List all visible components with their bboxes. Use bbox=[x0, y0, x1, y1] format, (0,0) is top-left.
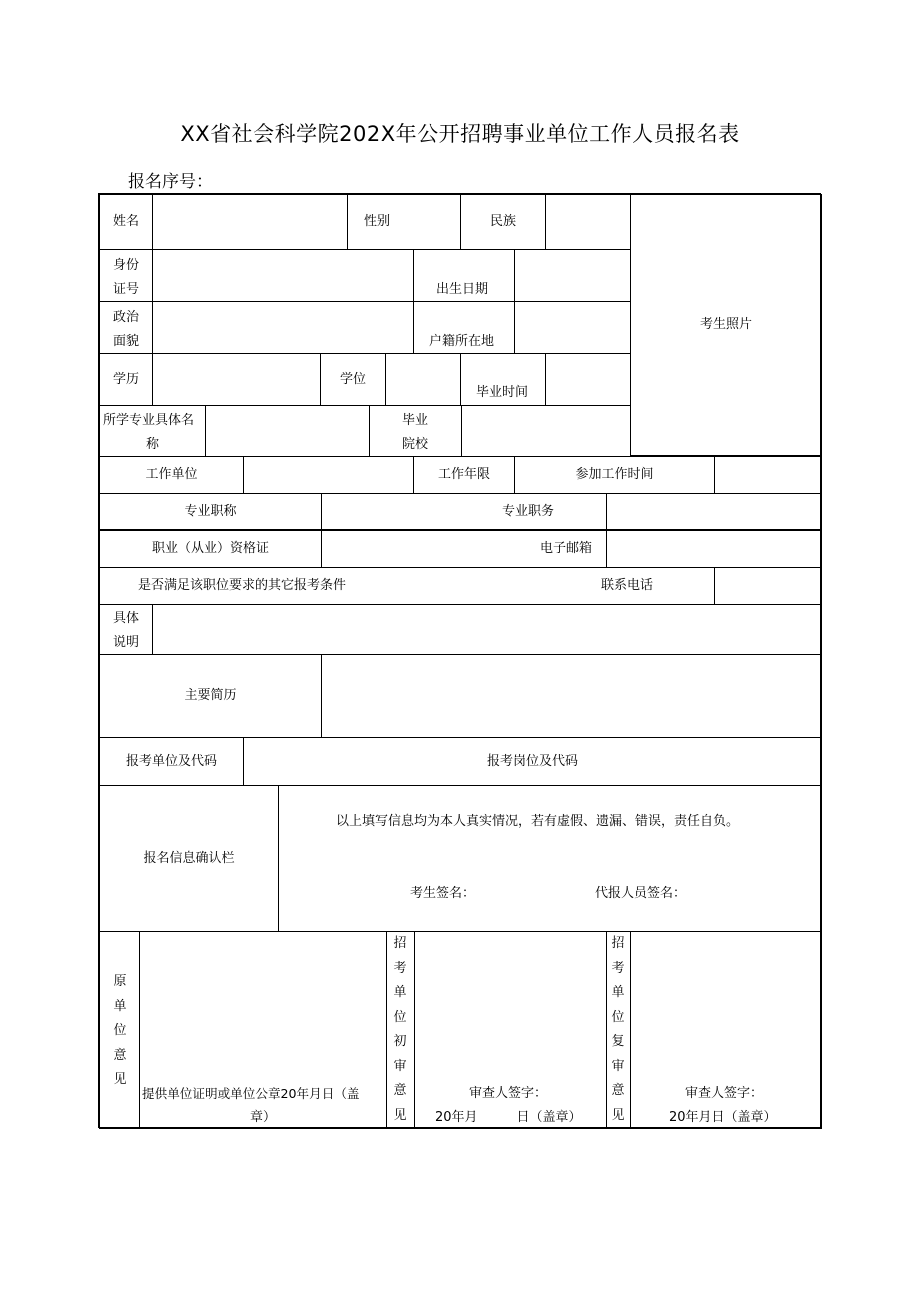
review-date-1: 20年月 日（盖章） bbox=[435, 1110, 582, 1125]
hukou-label: 户籍所在地 bbox=[429, 334, 495, 349]
orig-unit-char: 意 bbox=[113, 1047, 127, 1063]
initial-review-char: 单 bbox=[393, 985, 407, 1000]
politics-label-cell bbox=[99, 301, 153, 354]
email-input-cell[interactable] bbox=[606, 529, 822, 568]
school-label-cell bbox=[369, 405, 462, 457]
orig-unit-note-line2: 章） bbox=[250, 1110, 277, 1125]
ethnicity-label: 民族 bbox=[489, 214, 516, 229]
pro-post-label-cell bbox=[321, 493, 607, 531]
hukou-input-cell[interactable] bbox=[514, 301, 631, 354]
ethnicity-label-cell bbox=[460, 194, 546, 250]
grad-time-label-cell bbox=[460, 353, 546, 406]
final-review-char: 审 bbox=[611, 1058, 625, 1074]
pro-title-label: 专业职称 bbox=[184, 504, 237, 519]
pro-title-label-cell bbox=[99, 493, 322, 531]
school-input-cell[interactable] bbox=[461, 405, 631, 457]
pro-post-label: 专业职务 bbox=[501, 504, 554, 519]
phone-label: 联系电话 bbox=[601, 578, 654, 593]
phone-input-cell[interactable] bbox=[714, 567, 822, 605]
resume-label: 主要简历 bbox=[184, 688, 237, 703]
apply-post-label: 报考岗位及代码 bbox=[486, 753, 578, 769]
qualification-label-cell bbox=[99, 529, 322, 568]
apply-post-label-cell bbox=[243, 737, 822, 786]
initial-review-label-cell bbox=[386, 931, 415, 1129]
gender-label-cell bbox=[347, 194, 461, 250]
confirm-label-cell bbox=[99, 785, 279, 932]
major-input-cell[interactable] bbox=[205, 405, 370, 457]
final-review-label-cell bbox=[606, 931, 631, 1129]
review-date-2: 20年月日（盖章） bbox=[669, 1110, 777, 1125]
candidate-signature-label: 考生签名： bbox=[410, 886, 476, 901]
school-label-line1: 毕业 bbox=[402, 413, 429, 428]
work-unit-input-cell[interactable] bbox=[243, 456, 414, 494]
id-input-cell[interactable] bbox=[152, 249, 414, 302]
major-label-line1: 所学专业具体名 bbox=[103, 413, 195, 428]
degree-input-cell[interactable] bbox=[385, 353, 461, 406]
id-label-line1: 身份 bbox=[113, 258, 140, 273]
work-unit-label-cell bbox=[99, 456, 244, 494]
serial-number-label: 报名序号： bbox=[128, 172, 213, 192]
reviewer-signature-2: 审查人签字： bbox=[685, 1086, 764, 1101]
apply-unit-label: 报考单位及代码 bbox=[125, 753, 217, 769]
orig-unit-opinion-label-cell bbox=[99, 931, 140, 1129]
apply-unit-label-cell bbox=[99, 737, 244, 786]
orig-unit-char: 位 bbox=[113, 1023, 127, 1038]
grad-time-label: 毕业时间 bbox=[476, 385, 529, 400]
form-title: XX省社会科学院202X年公开招聘事业单位工作人员报名表 bbox=[180, 122, 740, 146]
final-review-cell[interactable] bbox=[630, 931, 822, 1129]
photo-cell[interactable] bbox=[630, 194, 822, 456]
hukou-label-cell bbox=[413, 301, 515, 354]
work-years-label: 工作年限 bbox=[437, 467, 490, 482]
detail-label-line2: 说明 bbox=[113, 635, 140, 650]
politics-input-cell[interactable] bbox=[152, 301, 414, 354]
education-label-cell bbox=[99, 353, 153, 406]
reviewer-signature-1: 审查人签字： bbox=[469, 1086, 548, 1101]
id-label-cell bbox=[99, 249, 153, 302]
grad-time-input-cell[interactable] bbox=[545, 353, 631, 406]
email-label: 电子邮箱 bbox=[539, 540, 592, 556]
birth-date-label: 出生日期 bbox=[436, 282, 489, 297]
initial-review-char: 招 bbox=[393, 936, 407, 951]
work-start-label-cell bbox=[514, 456, 715, 494]
agent-signature-label: 代报人员签名： bbox=[595, 886, 687, 901]
work-unit-label: 工作单位 bbox=[145, 467, 198, 482]
gender-label: 性别 bbox=[364, 214, 391, 229]
initial-review-char: 位 bbox=[393, 1009, 407, 1025]
birth-date-label-cell bbox=[413, 249, 515, 302]
final-review-char: 招 bbox=[611, 936, 625, 951]
id-label-line2: 证号 bbox=[113, 282, 140, 297]
detail-label-cell bbox=[99, 604, 153, 655]
final-review-char: 单 bbox=[611, 985, 625, 1000]
registration-form-table bbox=[98, 193, 821, 1128]
final-review-char: 复 bbox=[611, 1034, 625, 1049]
initial-review-char: 意 bbox=[393, 1083, 407, 1098]
final-review-char: 位 bbox=[611, 1009, 625, 1025]
name-input-cell[interactable] bbox=[152, 194, 348, 250]
detail-input-cell[interactable] bbox=[152, 604, 822, 655]
school-label-line2: 院校 bbox=[402, 437, 429, 452]
resume-label-cell bbox=[99, 654, 322, 738]
photo-label: 考生照片 bbox=[699, 317, 752, 332]
initial-review-char: 考 bbox=[393, 960, 407, 976]
detail-label-line1: 具体 bbox=[113, 611, 140, 626]
birth-date-input-cell[interactable] bbox=[514, 249, 631, 302]
degree-label: 学位 bbox=[339, 371, 366, 387]
confirm-content-cell[interactable] bbox=[278, 785, 822, 932]
qualification-label: 职业（从业）资格证 bbox=[151, 540, 269, 556]
pro-post-input-cell[interactable] bbox=[606, 493, 822, 531]
orig-unit-note-line1: 提供单位证明或单位公章20年月日（盖 bbox=[142, 1086, 360, 1101]
initial-review-cell[interactable] bbox=[414, 931, 607, 1129]
education-label: 学历 bbox=[112, 371, 139, 387]
work-start-input-cell[interactable] bbox=[714, 456, 822, 494]
politics-label-line2: 面貌 bbox=[113, 334, 140, 349]
declaration-text: 以上填写信息均为本人真实情况，若有虚假、遗漏、错误，责任自负。 bbox=[336, 814, 740, 829]
degree-label-cell bbox=[320, 353, 386, 406]
work-start-label: 参加工作时间 bbox=[575, 467, 654, 482]
politics-label-line1: 政治 bbox=[113, 310, 140, 325]
final-review-char: 见 bbox=[611, 1107, 625, 1123]
major-label-cell bbox=[99, 405, 206, 457]
other-conditions-label: 是否满足该职位要求的其它报考条件 bbox=[138, 578, 347, 593]
ethnicity-input-cell[interactable] bbox=[545, 194, 631, 250]
final-review-char: 考 bbox=[611, 960, 625, 976]
orig-unit-char: 原 bbox=[113, 974, 127, 989]
resume-input-cell[interactable] bbox=[321, 654, 822, 738]
major-label-line2: 称 bbox=[146, 437, 160, 452]
final-review-char: 意 bbox=[611, 1083, 625, 1098]
initial-review-char: 见 bbox=[393, 1107, 407, 1123]
orig-unit-char: 单 bbox=[113, 998, 127, 1014]
confirm-label: 报名信息确认栏 bbox=[143, 850, 235, 866]
work-years-label-cell bbox=[413, 456, 515, 494]
initial-review-char: 初 bbox=[393, 1034, 407, 1049]
other-conditions-row bbox=[99, 567, 715, 605]
email-label-cell bbox=[321, 529, 607, 568]
name-label-cell bbox=[99, 194, 153, 250]
orig-unit-opinion-cell[interactable] bbox=[139, 931, 387, 1129]
orig-unit-char: 见 bbox=[113, 1072, 127, 1087]
initial-review-char: 审 bbox=[393, 1058, 407, 1074]
name-label: 姓名 bbox=[112, 214, 139, 229]
education-input-cell[interactable] bbox=[152, 353, 321, 406]
